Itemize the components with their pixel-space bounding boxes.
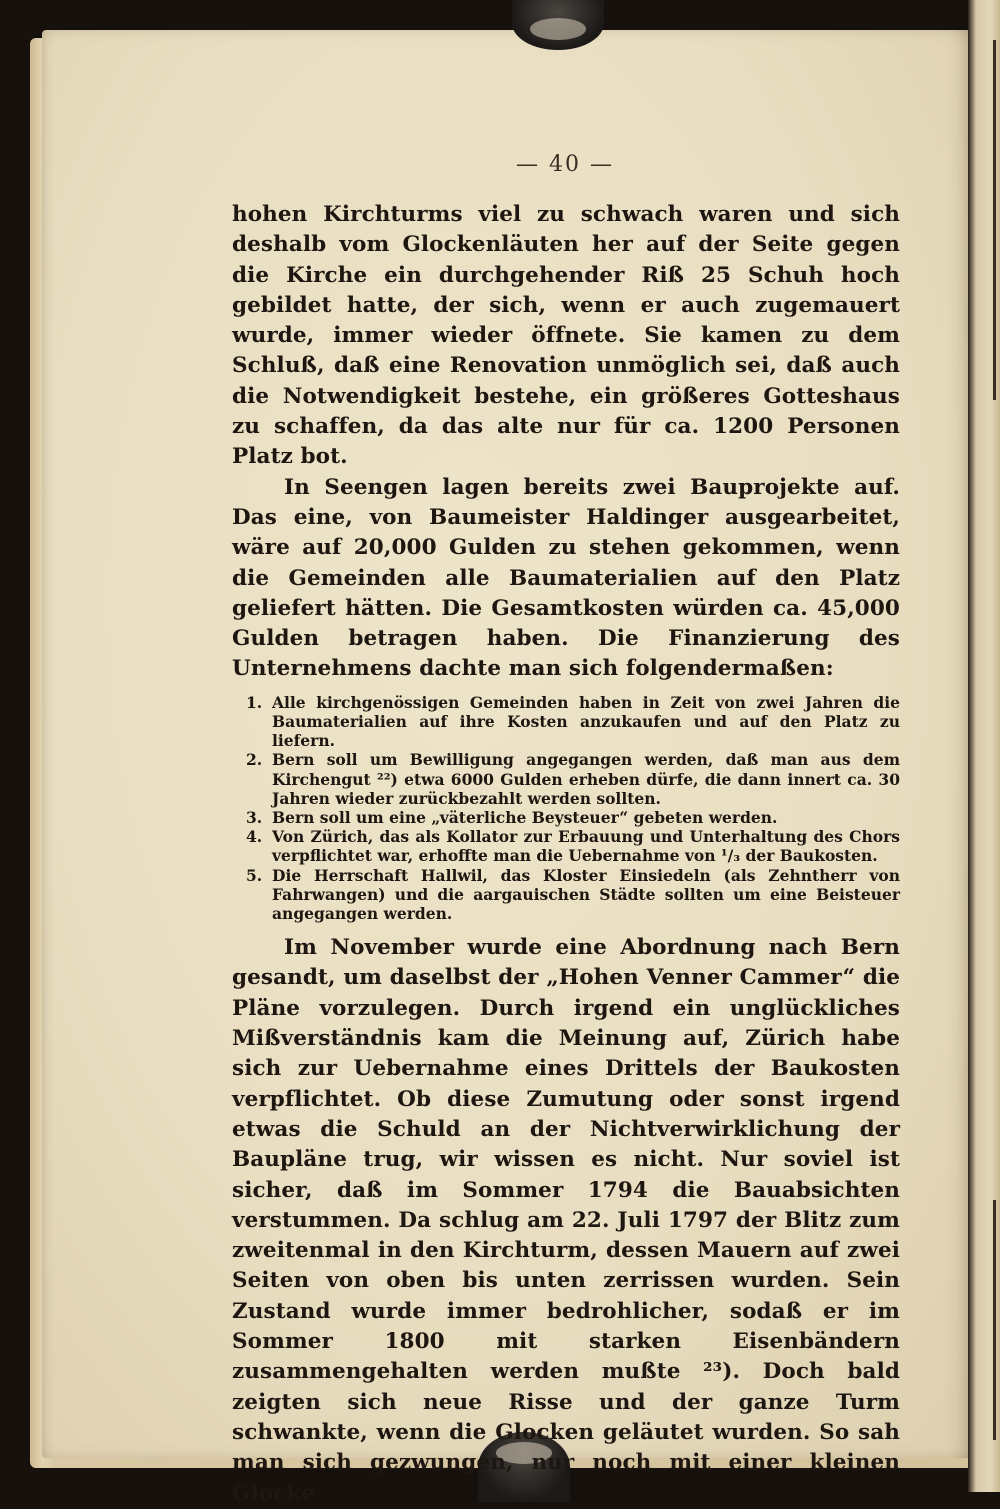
list-text: Bern soll um Bewilligung angegangen werden, daß man aus dem Kirchengut ²²) etwa 6000 Gulden erheben dürfe, die dann innert ca. 30 Jahren wieder zurückbezahlt werden sollten. <box>272 750 900 808</box>
strip-shadow <box>993 40 996 400</box>
page-text <box>232 200 900 1509</box>
page-number: — 40 — <box>516 152 614 177</box>
paragraph: hohen Kirchturms viel zu schwach waren und sich deshalb vom Glockenläuten her auf der Seite gegen die Kirche ein durchgehender Riß 25 Schuh hoch gebildet hatte, der sich, wenn er auch zugemauert wurde, immer wieder öffnete. Sie kamen zu dem Schluß, daß eine Renovation unmöglich sei, daß auch die Notwendigkeit bestehe, ein größeres Gotteshaus zu schaffen, da das alte nur für ca. 1200 Personen Platz bot. <box>232 202 900 470</box>
list-number: 3. <box>246 807 263 827</box>
list-text: Von Zürich, das als Kollator zur Erbauung und Unterhaltung des Chors verpflichtet war, erhoffte man die Uebernahme von ¹/₃ der Baukosten. <box>272 827 900 866</box>
list-item <box>246 750 900 808</box>
list-text: Die Herrschaft Hallwil, das Kloster Einsiedeln (als Zehntherr von Fahrwangen) und die aargauischen Städte sollten um eine Beisteuer angegangen werden. <box>272 865 900 923</box>
list-item <box>246 808 900 827</box>
list-number: 2. <box>246 750 263 770</box>
list-item <box>246 827 900 865</box>
list-item <box>246 693 900 751</box>
list-text: Bern soll um eine „väterliche Beysteuer“ gebeten werden. <box>272 807 778 827</box>
list-number: 5. <box>246 865 263 885</box>
clip-hole <box>530 18 586 40</box>
paragraph: Im November wurde eine Abordnung nach Bern gesandt, um daselbst der „Hohen Venner Cammer“ die Pläne vorzulegen. Durch irgend ein unglückliches Mißverständnis kam die Meinung auf, Zürich habe sich zur Uebernahme eines Drittels der Baukosten verpflichtet. Ob diese Zumutung oder sonst irgend etwas die Schuld an der Nichtverwirklichung der Baupläne trug, wir wissen es nicht. Nur soviel ist sicher, daß im Sommer 1794 die Bauabsichten verstummen. Da schlug am 22. Juli 1797 der Blitz zum zweitenmal in den Kirchturm, dessen Mauern auf zwei Seiten von oben bis unten zerrissen wurden. Sein Zustand wurde immer bedrohlicher, sodaß er im Sommer 1800 mit starken Eisenbändern zusammengehalten werden mußte ²³). Doch bald zeigten sich neue Risse und der ganze Turm schwankte, wenn die Glocken geläutet wurden. So sah man sich gezwungen, nur noch mit einer kleinen Glocke <box>232 935 900 1506</box>
list-item <box>246 866 900 924</box>
list-number: 4. <box>246 827 263 847</box>
list-text: Alle kirchgenössigen Gemeinden haben in Zeit von zwei Jahren die Baumaterialien auf ihre Kosten anzukaufen und auf den Platz zu liefern. <box>272 692 900 751</box>
body-text-continued <box>232 933 900 1509</box>
body-text <box>232 200 900 685</box>
financing-list <box>246 693 900 923</box>
paragraph: In Seengen lagen bereits zwei Bauprojekte auf. Das eine, von Baumeister Haldinger ausgearbeitet, wäre auf 20,000 Gulden zu stehen gekommen, wenn die Gemeinden alle Baumaterialien auf den Platz geliefert hätten. Die Gesamtkosten würden ca. 45,000 Gulden betragen haben. Die Finanzierung des Unternehmens dachte man sich folgendermaßen: <box>232 474 900 682</box>
next-page-edge <box>968 0 1000 1492</box>
list-number: 1. <box>246 692 263 712</box>
strip-shadow <box>993 1200 996 1440</box>
